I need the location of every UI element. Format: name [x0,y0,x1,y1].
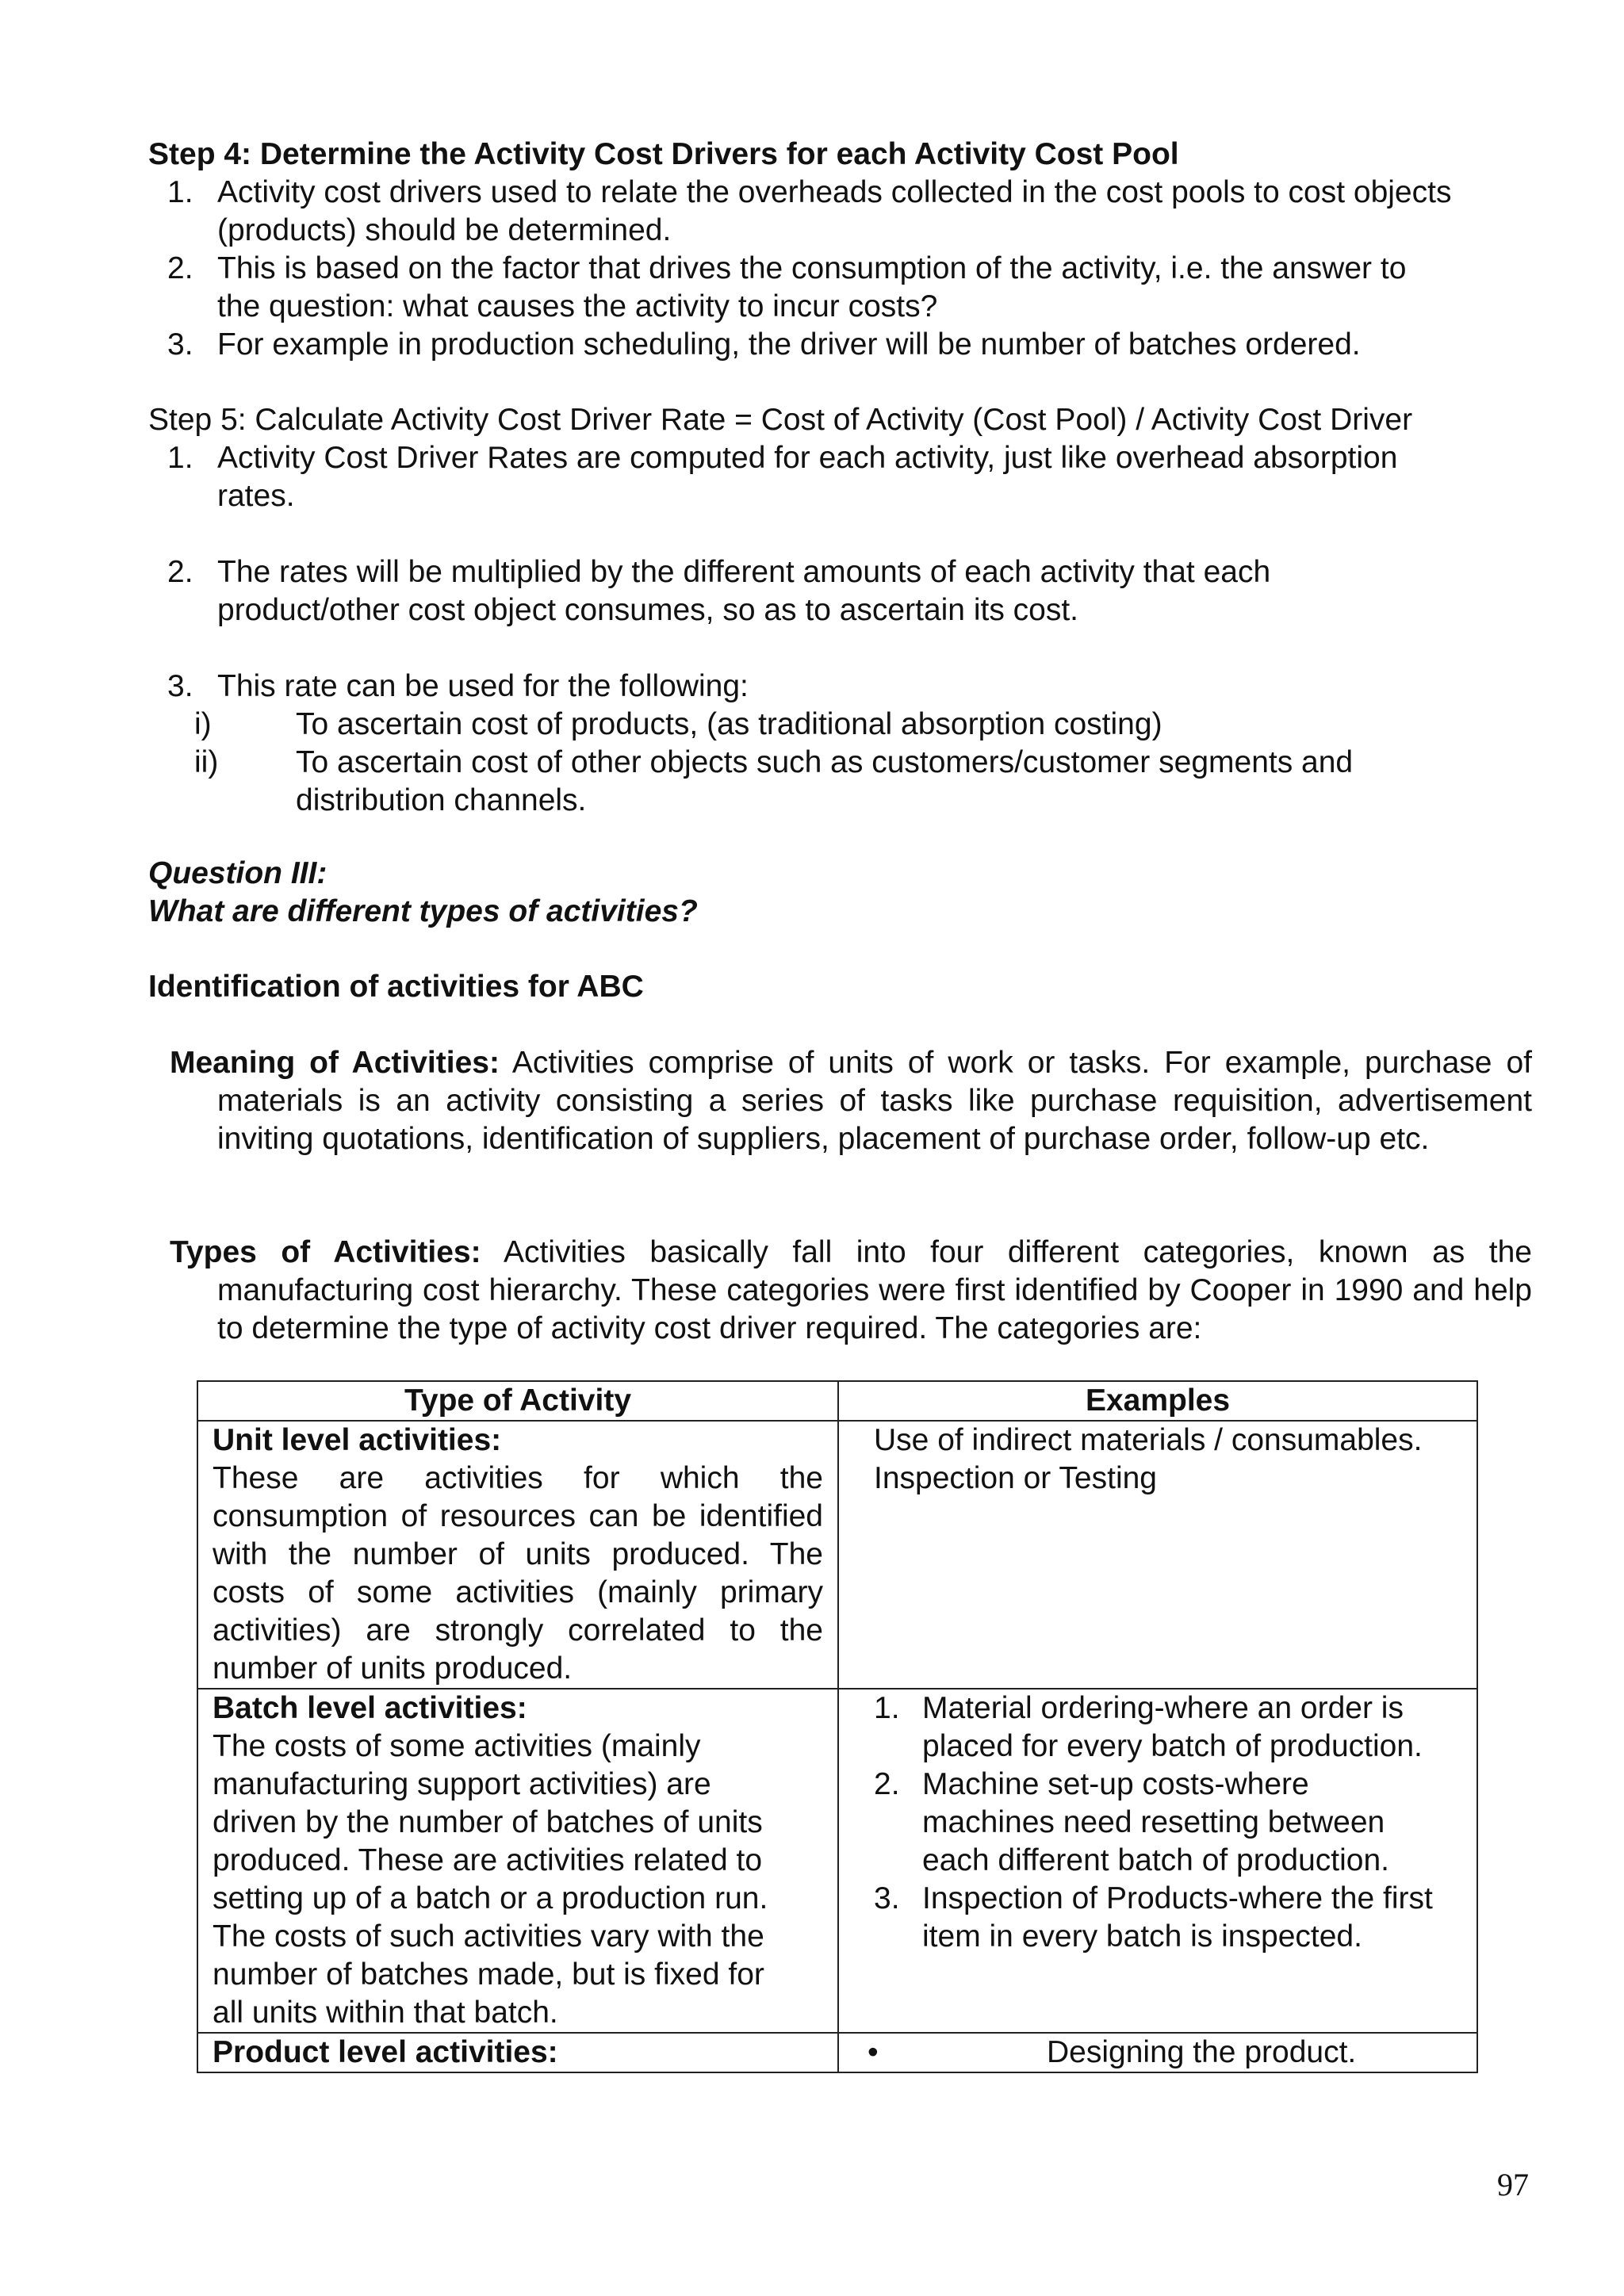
list-item: 1. Activity cost drivers used to relate the overheads collected in the cost pools to cost objects (products) should be determined. [167,175,1452,247]
question-label: Question III: [148,856,327,890]
sub-list-item: i) To ascertain cost of products, (as traditional absorption costing) [194,707,1162,741]
header-type-of-activity: Type of Activity [197,1381,838,1421]
step5-list [148,439,1532,820]
table-row [197,1421,1477,1689]
meaning-label: Meaning of Activities: [170,1046,500,1080]
row-title: Unit level activities: [213,1423,502,1457]
row-body: These are activities for which the consumption of resources can be identified with the number of units produced. The costs of some activities (mainly primary activities) are strongly correlated to the number of units produced. [213,1461,823,1686]
activities-table [197,1380,1478,2073]
unit-level-examples: Use of indirect materials / consumables. Inspection or Testing [838,1421,1477,1689]
types-label: Types of Activities: [170,1235,481,1269]
row-title: Product level activities: [213,2035,558,2069]
list-item: 2. Machine set-up costs-where machines need resetting between each different batch of production. [874,1767,1390,1877]
question-section [148,855,1532,931]
list-item: 3. Inspection of Products-where the first item in every batch is inspected. [874,1881,1433,1954]
step5-title: Step 5: Calculate Activity Cost Driver Rate = Cost of Activity (Cost Pool) / Activity Cost Driver [148,403,1413,437]
batch-level-examples [838,1689,1477,2033]
question-text: What are different types of activities? [148,894,698,928]
meaning-text: Activities comprise of units of work or tasks. For example, purchase of materials is an activity consisting a series of tasks like purchase requisition, advertisement inviting quotations, identification of suppliers, placement of purchase order, follow-up etc. [217,1046,1532,1156]
table-header-row [197,1381,1477,1421]
batch-level-cell: Batch level activities: The costs of some activities (mainly manufacturing support activities) are driven by the number of batches of units produced. These are activities related to setting up of a batch or a production run. The costs of such activities vary with the number of batches made, but is fixed for all units within that batch. [197,1689,838,2033]
list-item: 3. For example in production scheduling, the driver will be number of batches ordered. [167,327,1361,362]
product-level-examples: • Designing the product. [838,2033,1477,2072]
unit-level-cell [197,1421,838,1689]
meaning-paragraph [148,1044,1532,1158]
list-item: 2. This is based on the factor that drives the consumption of the activity, i.e. the answer to the question: what causes the activity to incur costs? [167,251,1407,323]
sub-list-item: ii) To ascertain cost of other objects such as customers/customer segments and distribution channels. [194,745,1354,817]
bullet-icon: • [868,2035,879,2069]
header-examples: Examples [838,1381,1477,1421]
row-title: Batch level activities: [213,1691,527,1725]
types-paragraph [148,1234,1532,1348]
step5-section [148,401,1532,820]
list-item: 1. Material ordering-where an order is placed for every batch of production. [874,1691,1423,1763]
product-level-cell [197,2033,838,2072]
page-number: 97 [1497,2167,1529,2202]
section-title: Identification of activities for ABC [148,970,644,1004]
step4-list [148,174,1532,364]
list-item: 1. Activity Cost Driver Rates are computed for each activity, just like overhead absorption rates. [167,441,1398,513]
list-item: 3. This rate can be used for the following: [167,669,749,703]
step4-title: Step 4: Determine the Activity Cost Drivers for each Activity Cost Pool [148,137,1179,171]
table-row [197,2033,1477,2072]
types-text: Activities basically fall into four different categories, known as the manufacturing cost hierarchy. These categories were first identified by Cooper in 1990 and help to determine the type of activity cost driver required. The categories are: [217,1235,1533,1345]
list-item: 2. The rates will be multiplied by the different amounts of each activity that each product/other cost object consumes, so as to ascertain its cost. [167,555,1271,627]
step4-section [148,136,1532,364]
table-row [197,1689,1477,2033]
